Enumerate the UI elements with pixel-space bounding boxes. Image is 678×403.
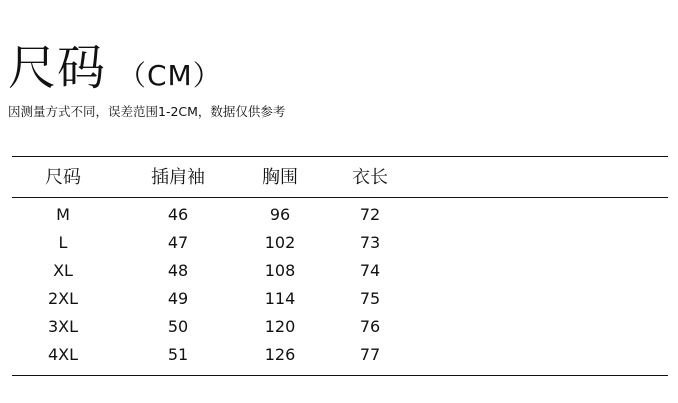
header-raglan-sleeve: 插肩袖 <box>151 167 205 188</box>
cell-size: 2XL <box>47 289 79 308</box>
cell-chest: 96 <box>269 205 291 224</box>
title-main: 尺码 <box>8 40 107 96</box>
cell-length: 73 <box>359 233 381 252</box>
cell-chest: 120 <box>264 317 296 336</box>
header-size: 尺码 <box>45 167 81 188</box>
cell-raglan-sleeve: 49 <box>167 289 189 308</box>
cell-length: 72 <box>359 205 381 224</box>
cell-raglan-sleeve: 47 <box>167 233 189 252</box>
cell-chest: 126 <box>264 345 296 364</box>
table-bottom-rule <box>12 375 668 376</box>
cell-length: 77 <box>359 345 381 364</box>
measurement-note: 因测量方式不同，误差范围1-2CM，数据仅供参考 <box>8 104 286 119</box>
cell-size: L <box>58 233 68 252</box>
header-chest: 胸围 <box>262 167 298 188</box>
cell-length: 76 <box>359 317 381 336</box>
cell-size: M <box>56 205 70 224</box>
cell-size: 3XL <box>47 317 79 336</box>
cell-raglan-sleeve: 51 <box>167 345 189 364</box>
table-header-rule <box>12 197 668 198</box>
cell-length: 75 <box>359 289 381 308</box>
cell-chest: 114 <box>264 289 296 308</box>
cell-raglan-sleeve: 48 <box>167 261 189 280</box>
cell-raglan-sleeve: 50 <box>167 317 189 336</box>
header-length: 衣长 <box>352 167 388 188</box>
cell-size: XL <box>53 261 73 280</box>
cell-chest: 108 <box>264 261 296 280</box>
cell-chest: 102 <box>264 233 296 252</box>
title-unit: （CM） <box>118 59 222 92</box>
table-top-rule <box>12 156 668 157</box>
cell-raglan-sleeve: 46 <box>167 205 189 224</box>
cell-size: 4XL <box>47 345 79 364</box>
cell-length: 74 <box>359 261 381 280</box>
